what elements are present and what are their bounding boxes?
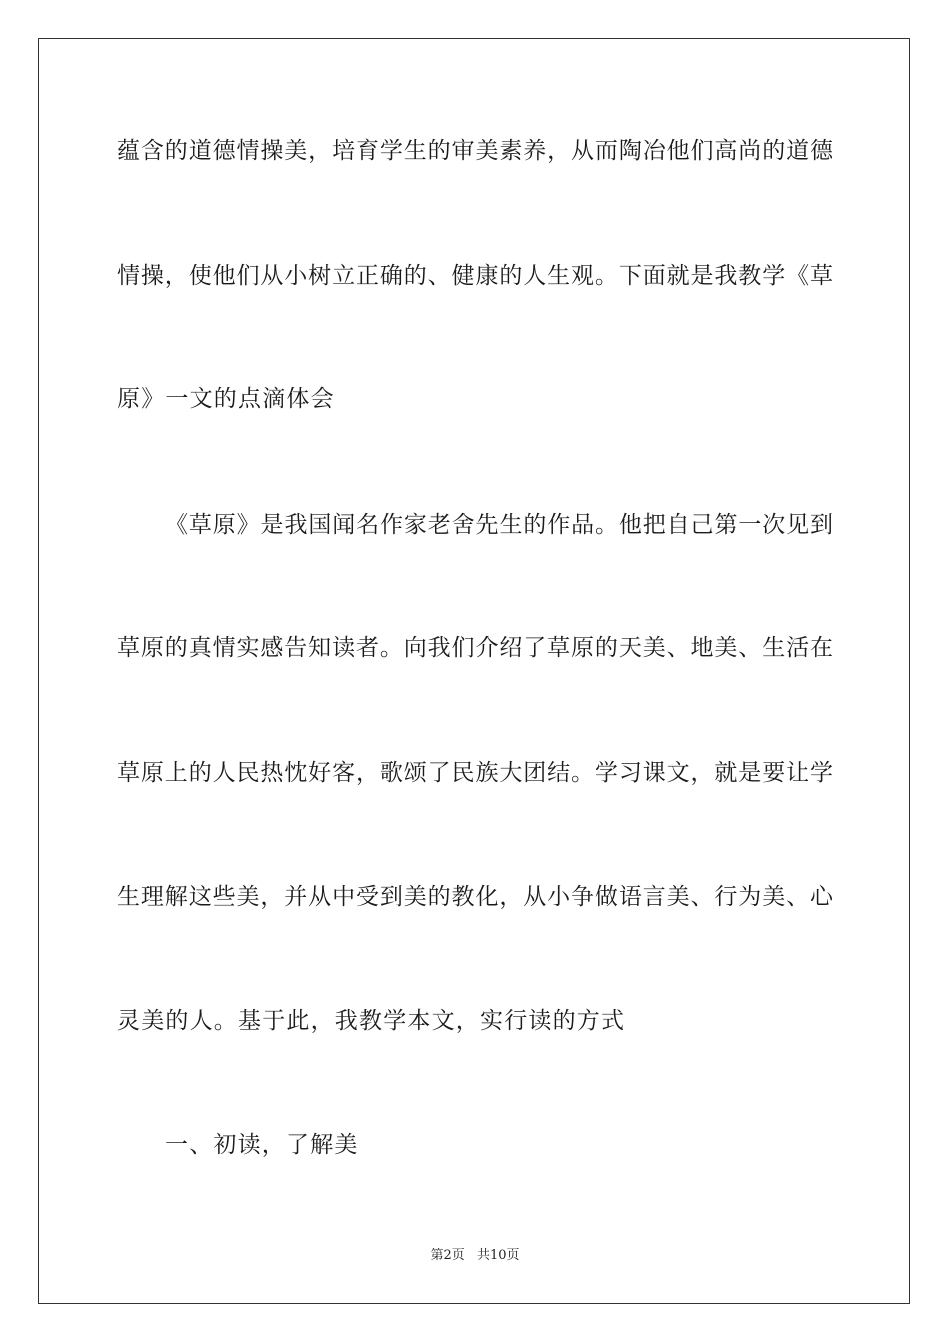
paragraph-line: 原》一文的点滴体会 [117, 386, 335, 412]
paragraph-line: 情操，使他们从小树立正确的、健康的人生观。下面就是我教学《草 [117, 263, 833, 289]
page-frame [38, 38, 910, 1304]
page-footer [0, 1247, 950, 1265]
paragraph-line: 草原上的人民热忱好客，歌颂了民族大团结。学习课文，就是要让学 [117, 760, 833, 786]
page-total: 共10页 [476, 1248, 520, 1263]
paragraph-line: 《草原》是我国闻名作家老舍先生的作品。他把自己第一次见到 [165, 512, 833, 538]
section-heading: 一、初读，了解美 [165, 1132, 359, 1158]
paragraph-line: 生理解这些美，并从中受到美的教化，从小争做语言美、行为美、心 [117, 884, 833, 910]
paragraph-line: 草原的真情实感告知读者。向我们介绍了草原的天美、地美、生活在 [117, 635, 833, 661]
paragraph-line: 灵美的人。基于此，我教学本文，实行读的方式 [117, 1008, 626, 1034]
paragraph-line: 蕴含的道德情操美，培育学生的审美素养，从而陶冶他们高尚的道德 [117, 138, 833, 164]
page-number: 第2页 [430, 1248, 465, 1263]
